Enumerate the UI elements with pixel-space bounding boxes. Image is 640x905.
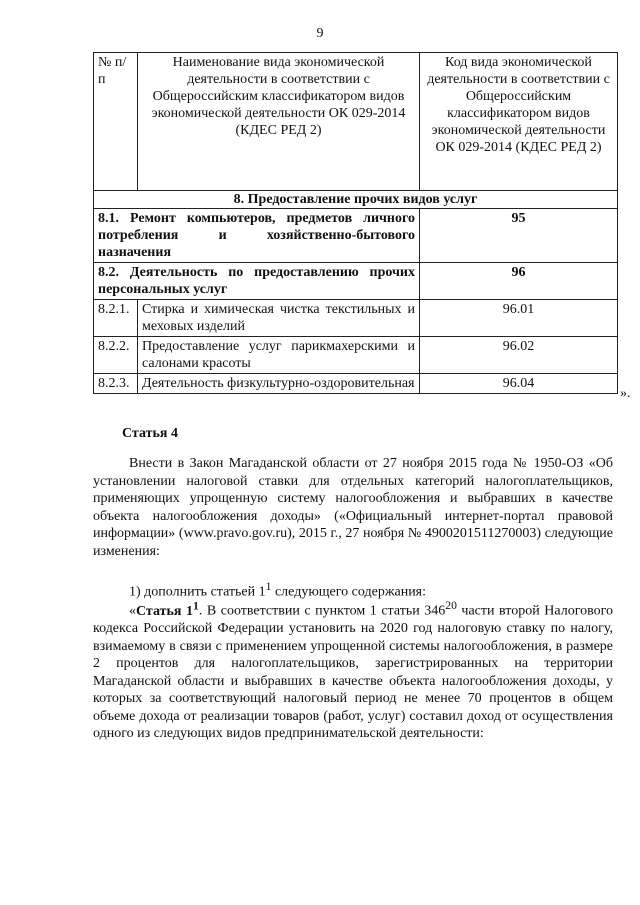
new-article-paragraph	[93, 597, 613, 743]
section-row	[94, 191, 618, 209]
row-num: 8.2.1.	[94, 300, 138, 337]
table-row	[94, 263, 618, 300]
addition-lead: 1) дополнить статьей 1	[129, 584, 266, 600]
addition-tail: следующего содержания:	[271, 584, 427, 600]
row-name: Стирка и химическая чистка текстильных и меховых изделий	[138, 300, 420, 337]
new-article-sup: 20	[445, 599, 457, 612]
activity-codes-table	[93, 52, 618, 394]
open-quote: «	[129, 603, 136, 619]
row-name: Деятельность физкультурно-оздоровительная	[138, 374, 420, 394]
row-code: 96.04	[420, 374, 618, 394]
amendment-paragraph: Внести в Закон Магаданской области от 27 ноября 2015 года № 1950-ОЗ «Об установлении налоговой ставки для отдельных категорий налогоплательщиков, применяющих упрощенную систему налогообложения и выбравших в качестве объекта налогообложения доходы» («Официальный интернет-портал правовой информации» (www.pravo.gov.ru), 2015 г., 27 ноября № 4900201511270003) следующие изменения:	[93, 456, 613, 559]
closing-quote: ».	[620, 386, 631, 401]
header-code: Код вида экономической деятельности в соответствии с Общероссийским классификатором видов экономической деятельности ОК 029-2014 (КДЕС РЕД 2)	[420, 53, 618, 191]
table-header-row	[94, 53, 618, 191]
header-name: Наименование вида экономической деятельности в соответствии с Общероссийским классификатором видов экономической деятельности ОК 029-2014 (КДЕС РЕД 2)	[138, 53, 420, 191]
header-num: № п/п	[94, 53, 138, 191]
row-code: 96.01	[420, 300, 618, 337]
row-name: Предоставление услуг парикмахерскими и салонами красоты	[138, 337, 420, 374]
row-name: 8.2. Деятельность по предоставлению прочих персональных услуг	[94, 263, 420, 300]
addition-sup: 1	[265, 580, 272, 593]
row-num: 8.2.2.	[94, 337, 138, 374]
table-row	[94, 209, 618, 263]
page-number: 9	[316, 26, 324, 41]
table-row	[94, 374, 618, 394]
table-row	[94, 300, 618, 337]
table-row	[94, 337, 618, 374]
article-heading: Статья 4	[122, 426, 178, 441]
new-article-title: Статья $1^1$	[136, 599, 199, 619]
row-code: 96.02	[420, 337, 618, 374]
row-num: 8.2.3.	[94, 374, 138, 394]
new-article-text-b: части второй Налогового кодекса Российской Федерации установить на 2020 год налоговую ставку по налогу, взимаемому в связи с применением упрощенной системы налогообложения, в размере 2 процентов для налогоплательщиков, зарегистрированных на территории Магаданской области и выбравших в качестве объекта налогообложения доходы, у которых за соответствующий налоговый период не менее 70 процентов в общем объеме дохода от реализации товаров (работ, услуг) составил доход от осуществления одного из следующих видов предпринимательской деятельности:	[93, 603, 613, 742]
row-code: 95	[420, 209, 618, 263]
row-code: 96	[420, 263, 618, 300]
section-title: 8. Предоставление прочих видов услуг	[94, 191, 618, 209]
new-article-text-a: . В соответствии с пунктом 1 статьи 346	[198, 603, 446, 619]
row-name: 8.1. Ремонт компьютеров, предметов личного потребления и хозяйственно-бытового назначения	[94, 209, 420, 263]
